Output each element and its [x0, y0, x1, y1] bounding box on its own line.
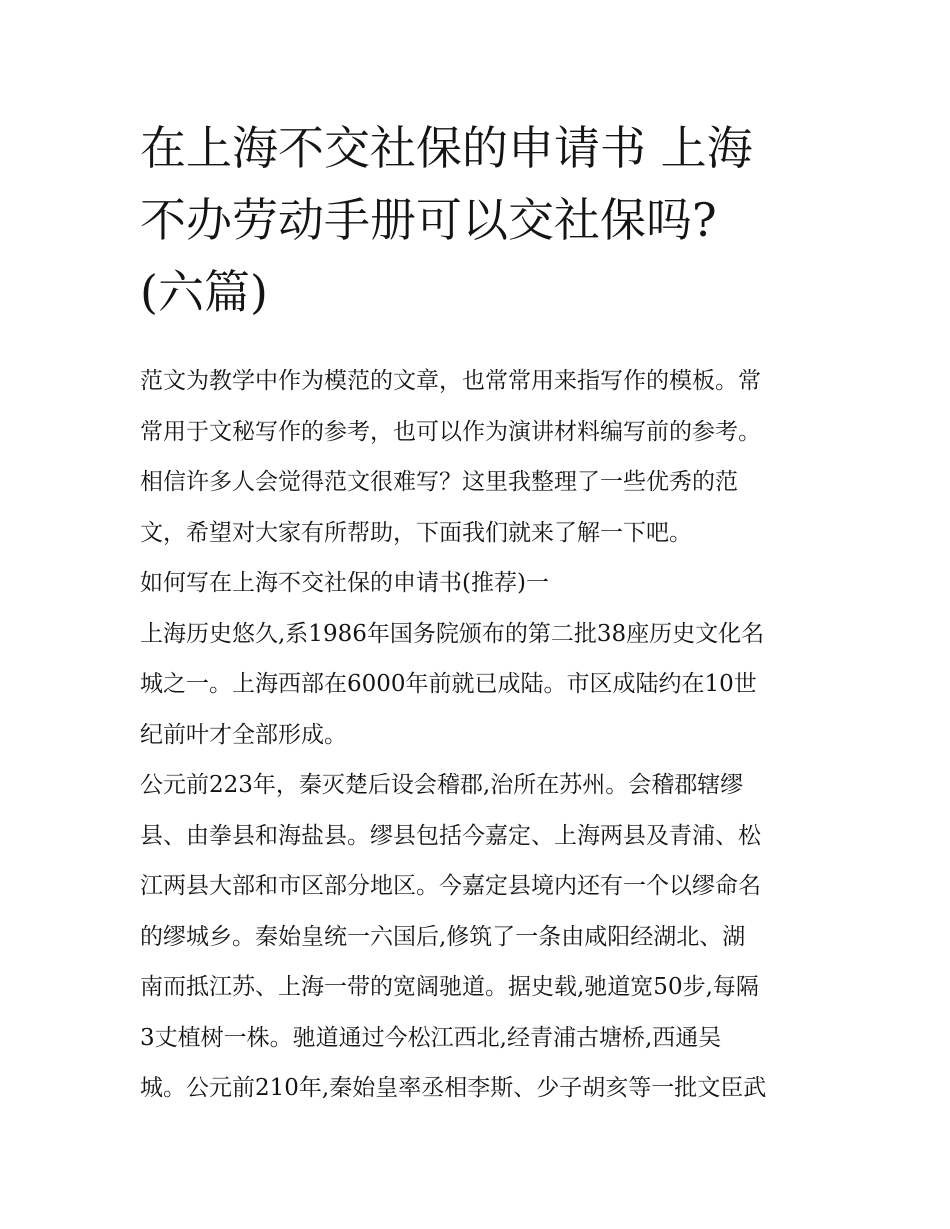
body-line: 南而抵江苏、上海一带的宽阔驰道。据史载,驰道宽50步,每隔: [140, 974, 759, 1000]
body-line: 县、由拳县和海盐县。缪县包括今嘉定、上海两县及青浦、松: [140, 822, 761, 849]
document-body: [140, 356, 830, 1114]
body-line: 城之一。上海西部在6000年前就已成陆。市区成陆约在10世: [140, 671, 757, 697]
title-line: 在上海不交社保的申请书 上海: [140, 121, 753, 175]
body-line: 的缪城乡。秦始皇统一六国后,修筑了一条由咸阳经湖北、湖: [140, 923, 746, 950]
body-line: 上海历史悠久,系1986年国务院颁布的第二批38座历史文化名: [140, 620, 765, 647]
body-line: 3丈植树一株。驰道通过今松江西北,经青浦古塘桥,西通吴: [140, 1024, 722, 1051]
intro-line: 相信许多人会觉得范文很难写？这里我整理了一些优秀的范: [140, 469, 738, 495]
title-line: (六篇): [140, 265, 268, 319]
intro-line: 文，希望对大家有所帮助，下面我们就来了解一下吧。: [140, 519, 692, 546]
title-line: 不办劳动手册可以交社保吗?: [140, 193, 717, 247]
body-line: 江两县大部和市区部分地区。今嘉定县境内还有一个以缪命名: [140, 873, 761, 899]
intro-line: 常用于文秘写作的参考，也可以作为演讲材料编写前的参考。: [140, 418, 761, 445]
body-line: 纪前叶才全部形成。: [140, 721, 347, 748]
body-line: 公元前223年，秦灭楚后设会稽郡,治所在苏州。会稽郡辖缪: [140, 772, 744, 798]
section-heading: 如何写在上海不交社保的申请书(推荐)一: [140, 570, 549, 596]
body-line: 城。公元前210年,秦始皇率丞相李斯、少子胡亥等一批文臣武: [140, 1075, 767, 1101]
intro-line: 范文为教学中作为模范的文章，也常常用来指写作的模板。常: [140, 368, 761, 394]
document-title: [140, 112, 830, 328]
